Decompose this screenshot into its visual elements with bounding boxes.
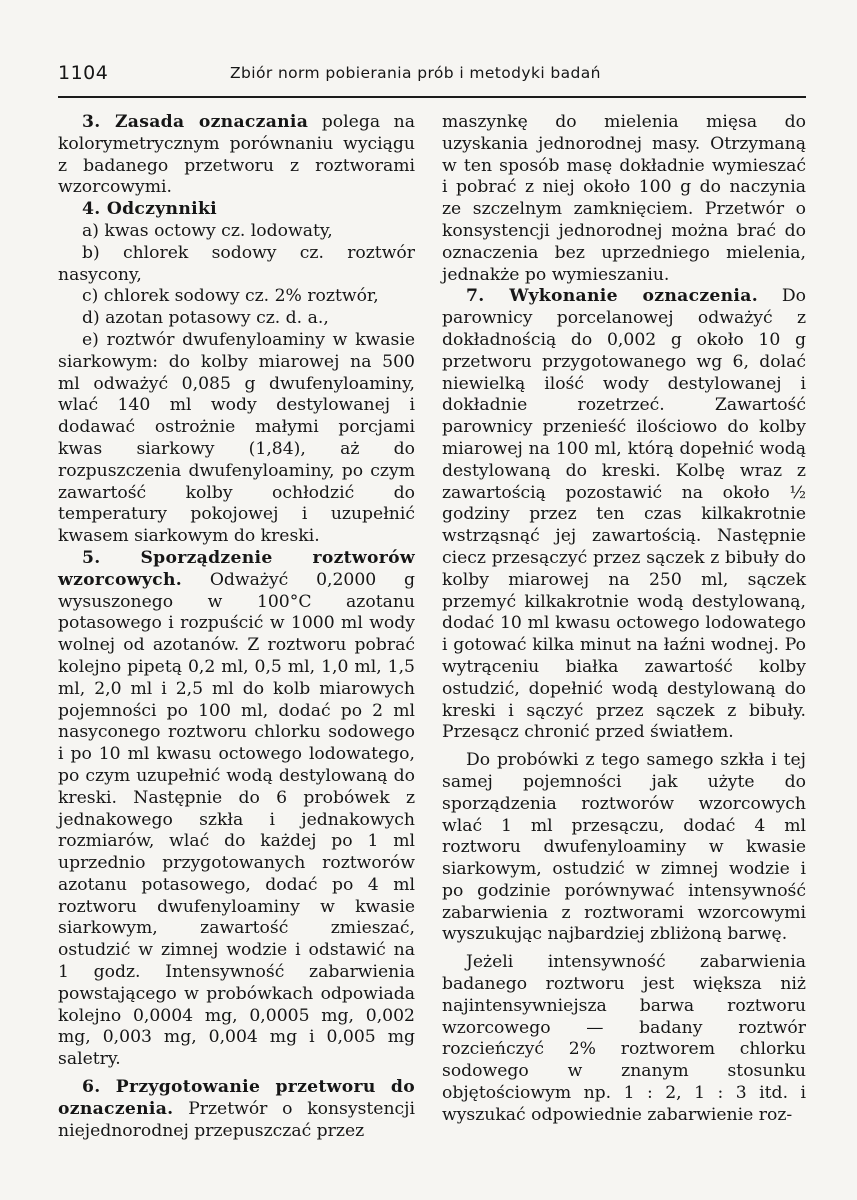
section-5-heading: 5. Sporządzenie roztworów wzorcowych. <box>58 547 415 590</box>
paragraph-comparison: Do probówki z tego samego szkła i tej samej pojemności jak użyte do sporządzenia roztworów wzorcowych wlać 1 ml przesączu, dodać 4 ml roztworu dwufenyloaminy w kwasie siarkowym, ostudzić w zimnej wodzie i po godzinie porównywać intensywność zabarwienia z roztworami wzorcowymi wyszukując najbardziej zbliżoną barwę. <box>442 750 806 945</box>
section-5-text: Odważyć 0,2000 g wysuszonego w 100°C azotanu potasowego i rozpuścić w 1000 ml wody wolnej od azotanów. Z roztworu pobrać kolejno pipetą 0,2 ml, 0,5 ml, 1,0 ml, 1,5 ml, 2,0 ml i 2,5 ml do kolb miarowych pojemności po 100 ml, dodać po 2 ml nasyconego roztworu chlorku sodowego i po 10 ml kwasu octowego lodowatego, po czym uzupełnić wodą destylowaną do kreski. Następnie do 6 probówek z jednakowego szkła i jednakowych rozmiarów, wlać do każdej po 1 ml uprzednio przygotowanych roztworów azotanu potasowego, dodać po 4 ml roztworu dwufenyloaminy w kwasie siarkowym, zawartość zmieszać, ostudzić w zimnej wodzie i odstawić na 1 godz. Intensywność zabarwienia powstającego w probówkach odpowiada kolejno 0,0004 mg, 0,0005 mg, 0,002 mg, 0,003 mg, 0,004 mg i 0,005 mg saletry. <box>58 569 416 1070</box>
section-7-heading: 7. Wykonanie oznaczenia. <box>466 286 758 307</box>
section-3-text: polega na kolorymetrycznym porównaniu wyciągu z badanego przetworu z roztworami wzorcowymi. <box>58 112 415 198</box>
paragraph-dilution: Jeżeli intensywność zabarwienia badanego roztworu jest większa niż najintensywniejsza barwa roztworu wzorcowego — badany roztwór rozcieńczyć 2% roztworem chlorku sodowego w znanym stosunku objętościowym np. 1 : 2, 1 : 3 itd. i wyszukać odpowiednie zabarwienie roz- <box>442 952 806 1125</box>
page-number: 1104 <box>58 62 109 84</box>
reagent-b: b) chlorek sodowy cz. roztwór nasycony, <box>58 242 415 285</box>
section-6-continued: maszynkę do mielenia mięsa do uzyskania jednorodnej masy. Otrzymaną w ten sposób masę dokładnie wymieszać i pobrać z niej około 100 g do naczynia ze szczelnym zamknięciem. Przetwór o konsystencji jednorodnej można brać do oznaczenia bez uprzedniego mielenia, jednakże po wymieszaniu. <box>442 112 806 285</box>
reagent-a: a) kwas octowy cz. lodowaty, <box>82 220 333 241</box>
section-4-heading: 4. Odczynniki <box>82 199 217 220</box>
section-7-text: Do parownicy porcelanowej odważyć z dokładnością do 0,002 g około 10 g przetworu przygotowanego wg 6, dolać niewielką ilość wody destylowanej i dokładnie rozetrzeć. Zawartość parownicy przenieść ilościowo do kolby miarowej na 100 ml, którą dopełnić wodą destylowaną do kreski. Kolbę wraz z zawartością pozostawić na około ½ godziny przez ten czas kilkakrotnie wstrząsnąć jej zawartością. Następnie ciecz przesączyć przez sączek z bibuły do kolby miarowej na 250 ml, sączek przemyć kilkakrotnie wodą destylowaną, dodać 10 ml kwasu octowego lodowatego i gotować kilka minut na łaźni wodnej. Po wytrąceniu białka zawartość kolby ostudzić, dopełnić wodą destylowaną do kreski i sączyć przez sączek z bibuły. Przesącz chronić przed światłem. <box>442 286 806 743</box>
section-3-heading: 3. Zasada oznaczania <box>82 112 309 132</box>
page-header <box>58 60 806 98</box>
reagent-e: e) roztwór dwufenyloaminy w kwasie siarkowym: do kolby miarowej na 500 ml odważyć 0,085 g dwufenyloaminy, wlać 140 ml wody destylowanej i dodawać ostrożnie małymi porcjami kwas siarkowy (1,84), aż do rozpuszczenia dwufenyloaminy, po czym zawartość kolby ochłodzić do temperatury pokojowej i uzupełnić kwasem siarkowym do kreski. <box>58 329 415 547</box>
section-3 <box>58 112 415 199</box>
section-6-text: Przetwór o konsystencji niejednorodnej przepuszczać przez <box>58 1098 415 1141</box>
left-column <box>58 112 415 1142</box>
right-column <box>442 112 806 1127</box>
reagent-c: c) chlorek sodowy cz. 2% roztwór, <box>82 286 379 307</box>
running-title: Zbiór norm pobierania prób i metodyki badań <box>230 64 601 82</box>
reagent-d: d) azotan potasowy cz. d. a., <box>82 308 329 329</box>
section-6-heading: 6. Przygotowanie przetworu do oznaczenia. <box>58 1077 415 1119</box>
section-5 <box>58 548 415 1071</box>
section-7 <box>442 286 806 744</box>
section-6 <box>58 1077 415 1142</box>
